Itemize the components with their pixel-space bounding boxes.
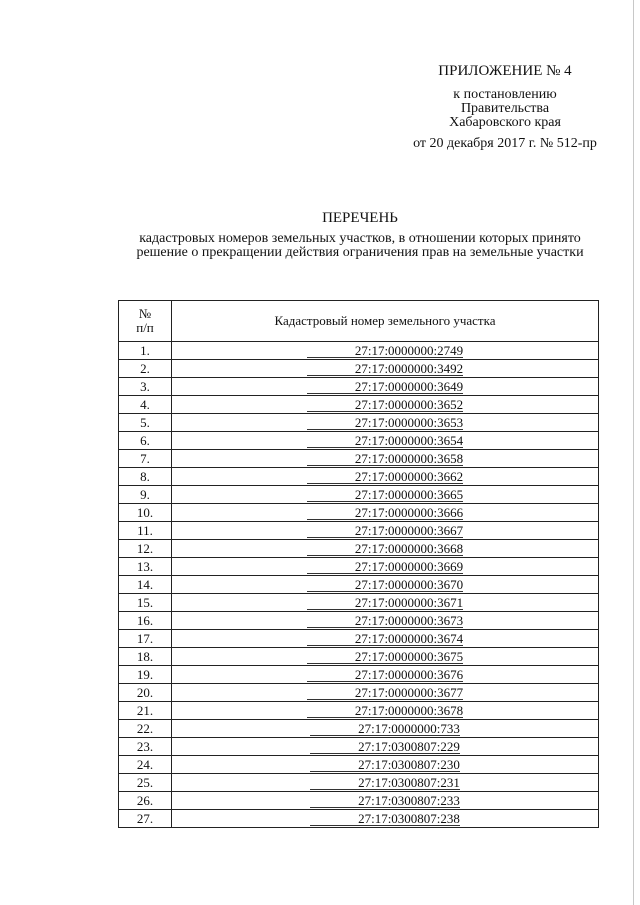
appendix-title: ПРИЛОЖЕНИЕ № 4 [438, 63, 572, 79]
decree-line-1: к постановлению [453, 87, 557, 102]
column-header-number-line-1: № [138, 306, 152, 321]
cadastral-number-cell [172, 450, 599, 468]
table-row [119, 540, 599, 558]
row-number-cell: 13. [119, 558, 172, 576]
scan-edge-line [633, 0, 634, 905]
table-row [119, 522, 599, 540]
cadastral-number: 27:17:0000000:3654 [307, 434, 463, 448]
cadastral-number-cell [172, 630, 599, 648]
cadastral-number: 27:17:0000000:3673 [307, 614, 463, 628]
cadastral-number-cell [172, 792, 599, 810]
table-row [119, 648, 599, 666]
cadastral-number-cell [172, 468, 599, 486]
decree-line-3: Хабаровского края [449, 115, 561, 130]
table-row [119, 702, 599, 720]
row-number-cell: 7. [119, 450, 172, 468]
cadastral-number: 27:17:0000000:3670 [307, 578, 463, 592]
column-header-number [119, 301, 172, 342]
row-number-cell: 4. [119, 396, 172, 414]
row-number-cell: 26. [119, 792, 172, 810]
cadastral-number-cell [172, 414, 599, 432]
table-row [119, 576, 599, 594]
row-number-cell: 11. [119, 522, 172, 540]
cadastral-number: 27:17:0000000:3662 [307, 470, 463, 484]
cadastral-number-cell [172, 540, 599, 558]
table-row [119, 738, 599, 756]
row-number-cell: 25. [119, 774, 172, 792]
cadastral-number: 27:17:0000000:3669 [307, 560, 463, 574]
cadastral-number-cell [172, 738, 599, 756]
column-header-cadastral: Кадастровый номер земельного участка [172, 301, 599, 342]
row-number-cell: 16. [119, 612, 172, 630]
row-number-cell: 5. [119, 414, 172, 432]
row-number-cell: 8. [119, 468, 172, 486]
cadastral-number: 27:17:0300807:230 [310, 758, 460, 772]
list-subtitle-line-1: кадастровых номеров земельных участков, в отношении которых принято [139, 231, 581, 246]
table-row [119, 774, 599, 792]
cadastral-number: 27:17:0000000:3674 [307, 632, 463, 646]
cadastral-number-cell [172, 342, 599, 360]
table-row [119, 792, 599, 810]
row-number-cell: 9. [119, 486, 172, 504]
table-row [119, 450, 599, 468]
cadastral-number-cell [172, 774, 599, 792]
table-row [119, 342, 599, 360]
table-header-row [119, 301, 599, 342]
table-row [119, 396, 599, 414]
cadastral-number: 27:17:0000000:3665 [307, 488, 463, 502]
cadastral-number-cell [172, 396, 599, 414]
cadastral-number-cell [172, 594, 599, 612]
cadastral-number: 27:17:0000000:3667 [307, 524, 463, 538]
cadastral-number: 27:17:0000000:3658 [307, 452, 463, 466]
cadastral-number: 27:17:0000000:3653 [307, 416, 463, 430]
row-number-cell: 19. [119, 666, 172, 684]
cadastral-number-cell [172, 666, 599, 684]
appendix-header [380, 64, 630, 151]
cadastral-number: 27:17:0000000:3671 [307, 596, 463, 610]
row-number-cell: 10. [119, 504, 172, 522]
cadastral-number: 27:17:0000000:3666 [307, 506, 463, 520]
decree-date: от 20 декабря 2017 г. № 512-пр [413, 136, 597, 151]
table-row [119, 720, 599, 738]
table-row [119, 378, 599, 396]
cadastral-number: 27:17:0000000:3677 [307, 686, 463, 700]
table-row [119, 612, 599, 630]
cadastral-number: 27:17:0000000:3668 [307, 542, 463, 556]
table-row [119, 666, 599, 684]
cadastral-number-cell [172, 558, 599, 576]
cadastral-number-cell [172, 648, 599, 666]
row-number-cell: 20. [119, 684, 172, 702]
row-number-cell: 21. [119, 702, 172, 720]
cadastral-number: 27:17:0300807:231 [310, 776, 460, 790]
row-number-cell: 6. [119, 432, 172, 450]
cadastral-number: 27:17:0000000:733 [310, 722, 460, 736]
row-number-cell: 23. [119, 738, 172, 756]
cadastral-number-cell [172, 378, 599, 396]
cadastral-number: 27:17:0000000:2749 [307, 344, 463, 358]
cadastral-number-cell [172, 720, 599, 738]
table-row [119, 810, 599, 828]
table-body [119, 342, 599, 828]
table-row [119, 594, 599, 612]
cadastral-number-cell [172, 612, 599, 630]
cadastral-number: 27:17:0000000:3675 [307, 650, 463, 664]
row-number-cell: 2. [119, 360, 172, 378]
column-header-number-line-2: п/п [136, 320, 154, 335]
cadastral-number: 27:17:0000000:3652 [307, 398, 463, 412]
cadastral-number: 27:17:0300807:233 [310, 794, 460, 808]
table-row [119, 630, 599, 648]
cadastral-number-cell [172, 360, 599, 378]
list-subtitle-line-2: решение о прекращении действия ограничения прав на земельные участки [136, 245, 584, 260]
cadastral-number: 27:17:0300807:229 [310, 740, 460, 754]
table-row [119, 558, 599, 576]
row-number-cell: 3. [119, 378, 172, 396]
cadastral-number-cell [172, 702, 599, 720]
row-number-cell: 15. [119, 594, 172, 612]
cadastral-number-cell [172, 486, 599, 504]
table-row [119, 468, 599, 486]
cadastral-number: 27:17:0000000:3676 [307, 668, 463, 682]
decree-line-2: Правительства [460, 101, 550, 116]
table-row [119, 432, 599, 450]
table-row [119, 360, 599, 378]
row-number-cell: 18. [119, 648, 172, 666]
table-row [119, 486, 599, 504]
list-subtitle [60, 232, 640, 260]
list-title: ПЕРЕЧЕНЬ [322, 210, 398, 226]
table-row [119, 414, 599, 432]
cadastral-number: 27:17:0000000:3649 [307, 380, 463, 394]
cadastral-number: 27:17:0300807:238 [310, 812, 460, 826]
cadastral-number-cell [172, 504, 599, 522]
cadastral-number-cell [172, 810, 599, 828]
cadastral-number: 27:17:0000000:3492 [307, 362, 463, 376]
row-number-cell: 17. [119, 630, 172, 648]
row-number-cell: 24. [119, 756, 172, 774]
cadastral-number-cell [172, 522, 599, 540]
table-row [119, 684, 599, 702]
row-number-cell: 12. [119, 540, 172, 558]
row-number-cell: 27. [119, 810, 172, 828]
row-number-cell: 22. [119, 720, 172, 738]
cadastral-table [118, 300, 599, 828]
cadastral-number-cell [172, 432, 599, 450]
cadastral-number-cell [172, 576, 599, 594]
row-number-cell: 14. [119, 576, 172, 594]
table-row [119, 504, 599, 522]
table-row [119, 756, 599, 774]
row-number-cell: 1. [119, 342, 172, 360]
cadastral-number-cell [172, 756, 599, 774]
cadastral-number: 27:17:0000000:3678 [307, 704, 463, 718]
cadastral-number-cell [172, 684, 599, 702]
